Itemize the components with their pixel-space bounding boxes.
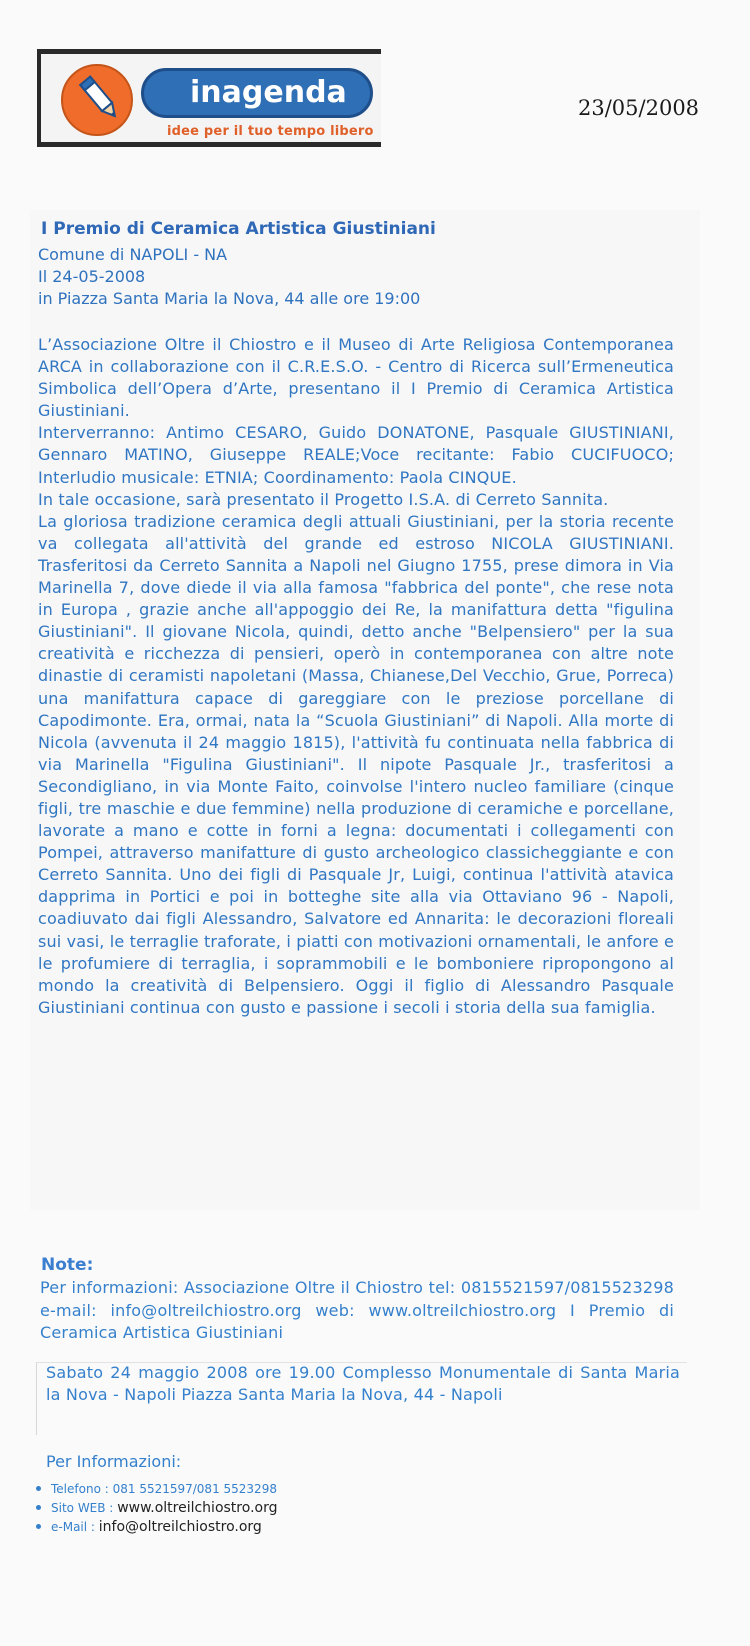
note-title: Note: [41, 1255, 94, 1275]
body-paragraph-history: La gloriosa tradizione ceramica degli attuali Giustiniani, per la storia recente va collegata all'attività del grande ed estroso NICOLA GIUSTINIANI. Trasferitosi da Cerreto Sannita a Napoli nel Giugno 1755, prese dimora in Via Marinella 7, dove diede il via alla famosa "fabbrica del ponte", che rese nota in Europa , grazie anche all'appoggio dei Re, la manifattura detta "figulina Giustiniani". Il giovane Nicola, quindi, detto anche "Belpensiero" per la sua creatività e ricchezza di pensieri, operò in contemporanea con altre note dinastie di ceramisti napoletani (Massa, Chianese,Del Vecchio, Grue, Porreca) una manifattura capace di gareggiare con le preziose porcellane di Capodimonte. Era, ormai, nata la “Scuola Giustiniani” di Napoli. Alla morte di Nicola (avvenuta il 24 maggio 1815), l'attività fu continuata nella fabbrica di via Marinella "Figulina Giustiniani". Il nipote Pasquale Jr., trasferitosi a Secondigliano, in via Monte Faito, coinvolse l'intero nucleo familiare (cinque figli, tre maschie e due femmine) nella produzione di ceramiche e porcellane, lavorate a mano e cotte in forni a legna: documentati i collegamenti con Pompei, attraverso manifatture di gusto archeologico classicheggiante e con Cerreto Sannita. Uno dei figli di Pasquale Jr, Luigi, continua l'attività atavica dapprima in Portici e poi in botteghe site alla via Ottaviano 96 - Napoli, coadiuvato dai figli Alessandro, Salvatore ed Annarita: le decorazioni floreali sui vasi, le terraglie traforate, i piatti con motivazioni ornamentali, le anfore e le profumiere di terraglia, i soprammobili e le bomboniere ripropongono al mondo la creatività di Belpensiero. Oggi il figlio di Alessandro Pasquale Giustiniani continua con gusto e passione i secoli i storia della sua famiglia. [38, 511, 674, 1017]
list-item [36, 1480, 277, 1499]
bullet-icon [36, 1486, 41, 1491]
bullet-icon [36, 1505, 41, 1510]
event-comune: Comune di NAPOLI - NA [38, 245, 228, 264]
event-details-text: Sabato 24 maggio 2008 ore 19.00 Complesso Monumentale di Santa Maria la Nova - Napoli Piazza Santa Maria la Nova, 44 - Napoli [46, 1363, 680, 1404]
event-place-line: in Piazza Santa Maria la Nova, 44 alle ore 19:00 [38, 289, 421, 308]
clipping-date: 23/05/2008 [578, 96, 700, 120]
body-paragraph-project: In tale occasione, sarà presentato il Progetto I.S.A. di Cerreto Sannita. [38, 489, 609, 509]
body-paragraph-intro: L’Associazione Oltre il Chiostro e il Museo di Arte Religiosa Contemporanea ARCA in collaborazione con il C.R.E.S.O. - Centro di Ricerca sull’Ermeneutica Simbolica dell’Opera d’Arte, presentano il I Premio di Ceramica Artistica Giustiniani. [38, 335, 674, 421]
info-title: Per Informazioni: [46, 1452, 182, 1471]
phone-label: Telefono : [51, 1482, 109, 1496]
event-title: I Premio di Ceramica Artistica Giustiniani [41, 219, 436, 239]
body-paragraph-speakers: Interverranno: Antimo CESARO, Guido DONATONE, Pasquale GIUSTINIANI, Gennaro MATINO, Giuseppe REALE;Voce recitante: Fabio CUCIFUOCO; Interludio musicale: ETNIA; Coordinamento: Paola CINQUE. [38, 423, 674, 487]
info-list [36, 1480, 277, 1537]
article-body [38, 334, 674, 1019]
list-item [36, 1518, 277, 1537]
bullet-icon [36, 1524, 41, 1529]
inagenda-logo [37, 49, 381, 147]
phone-value: 081 5521597/081 5523298 [112, 1482, 277, 1496]
mail-link[interactable]: info@oltreilchiostro.org [98, 1519, 262, 1535]
logo-circle [61, 64, 133, 136]
mail-label: e-Mail : [51, 1520, 95, 1534]
list-item [36, 1499, 277, 1518]
pencil-icon [71, 70, 127, 126]
note-text: Per informazioni: Associazione Oltre il Chiostro tel: 0815521597/0815523298 e-mail: info@oltreilchiostro.org web: www.oltreilchiostro.org I Premio di Ceramica Artistica Giustiniani [40, 1278, 674, 1342]
web-link[interactable]: www.oltreilchiostro.org [117, 1500, 278, 1516]
web-label: Sito WEB : [51, 1501, 114, 1515]
event-date-line: Il 24-05-2008 [38, 267, 146, 286]
logo-wordmark: inagenda [141, 68, 373, 118]
logo-tagline: idee per il tuo tempo libero [167, 124, 374, 139]
